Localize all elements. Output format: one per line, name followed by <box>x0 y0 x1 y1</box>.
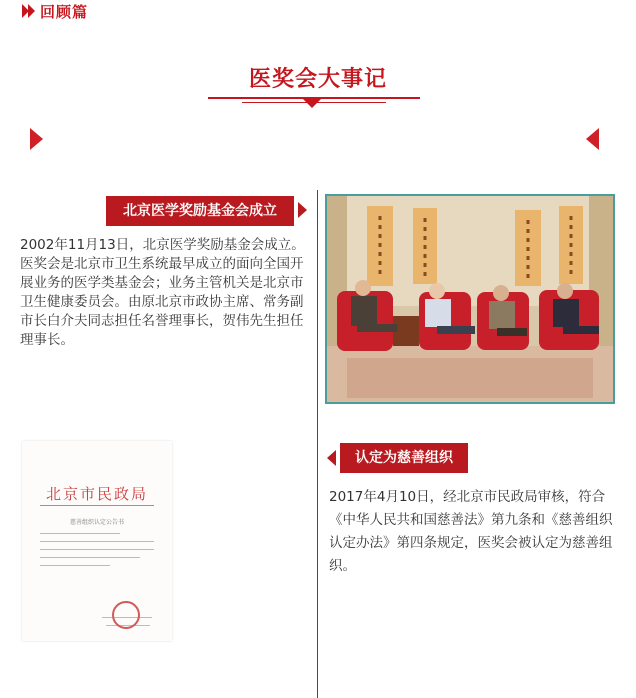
title-vee-icon <box>302 98 322 108</box>
section-header <box>0 0 88 22</box>
document-text-line <box>40 549 154 550</box>
official-seal-icon <box>112 601 140 629</box>
tag-pointer-icon <box>327 450 336 466</box>
meeting-photo-image <box>327 196 613 402</box>
double-chevron-icon <box>22 3 36 19</box>
event-text-founding: 2002年11月13日，北京医学奖励基金会成立。医奖会是北京市卫生系统最早成立的面向全国开展业务的医学类基金会；业务主管机关是北京市卫生健康委员会。由原北京市政协主席、常务副市长白介夫同志担任名誉理事长，贺伟先生担任理事长。 <box>20 237 305 348</box>
event-tag-founding: 北京医学奖励基金会成立 <box>106 196 294 226</box>
tag-pointer-icon <box>298 202 307 218</box>
next-arrow-icon[interactable] <box>586 128 599 150</box>
document-subtitle: 慈善组织认定公告书 <box>69 519 124 526</box>
timeline-line <box>317 190 318 698</box>
certificate-document <box>22 441 172 641</box>
prev-arrow-icon[interactable] <box>30 128 43 150</box>
document-text-line <box>40 541 154 542</box>
document-text-line <box>40 565 110 566</box>
meeting-photo <box>325 194 615 404</box>
header-title: 回顾篇 <box>40 2 89 21</box>
document-title: 北京市民政局 <box>45 485 148 503</box>
document-divider <box>40 505 154 506</box>
document-text-line <box>40 557 140 558</box>
section-title: 医奖会大事记 <box>248 67 387 92</box>
event-text-charity: 2017年4月10日，经北京市民政局审核，符合《中华人民共和国慈善法》第九条和《慈善组织认定办法》第四条规定，医奖会被认定为慈善组织。 <box>329 489 613 574</box>
event-tag-charity: 认定为慈善组织 <box>340 443 468 473</box>
document-text-line <box>40 533 120 534</box>
